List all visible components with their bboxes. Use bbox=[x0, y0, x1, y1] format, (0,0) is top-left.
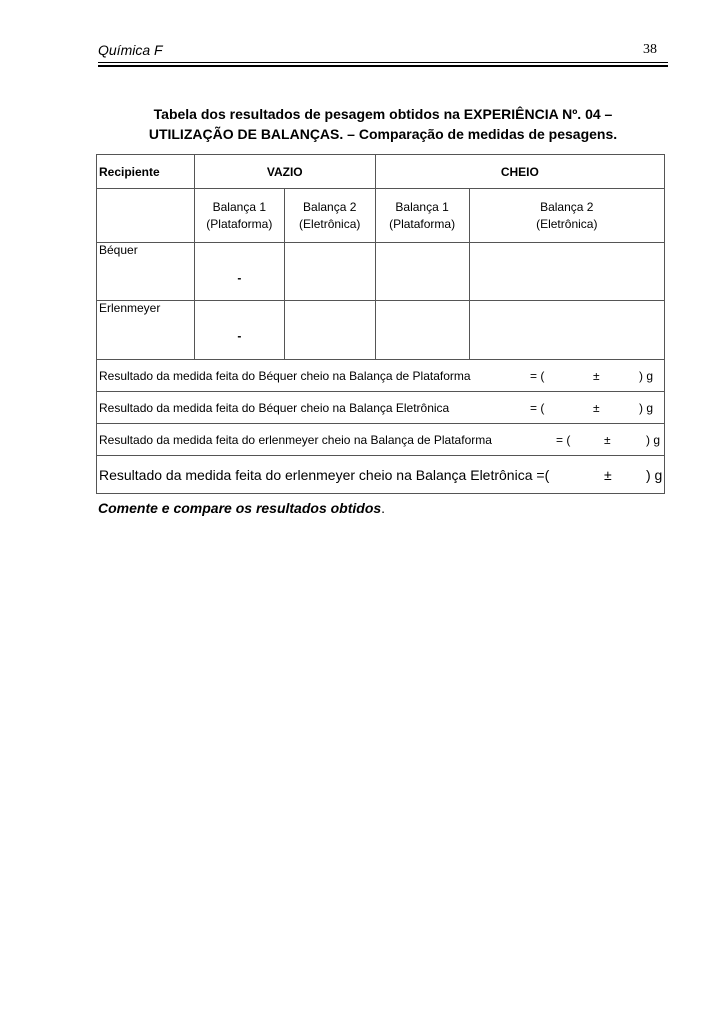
result-text: Resultado da medida feita do Béquer cheio na Balança de Plataforma bbox=[99, 368, 471, 383]
subheader-vazio-balanca1 bbox=[194, 189, 284, 243]
result-pm: ± bbox=[604, 466, 612, 483]
subheader-vazio-balanca2 bbox=[284, 189, 375, 243]
result-cell[interactable] bbox=[97, 456, 665, 494]
result-end: ) g bbox=[646, 466, 663, 483]
result-row bbox=[97, 360, 665, 392]
page-number: 38 bbox=[643, 42, 657, 57]
result-text: Resultado da medida feita do Béquer cheio na Balança Eletrônica bbox=[99, 400, 450, 415]
result-eq: = ( bbox=[530, 400, 545, 415]
caption-line-2: UTILIZAÇÃO DE BALANÇAS. – Comparação de medidas de pesagens. bbox=[148, 126, 618, 142]
results-table bbox=[96, 154, 665, 494]
header-recipiente: Recipiente bbox=[97, 155, 195, 189]
table-row-erlenmeyer bbox=[97, 301, 665, 360]
subheader-line: Balança 1 bbox=[395, 199, 449, 214]
result-end: ) g bbox=[639, 400, 654, 415]
subheader-line: (Eletrônica) bbox=[536, 216, 598, 231]
result-row bbox=[97, 424, 665, 456]
cell-vazio-b2[interactable] bbox=[284, 301, 375, 360]
result-text: Resultado da medida feita do erlenmeyer cheio na Balança de Plataforma bbox=[99, 432, 492, 447]
result-cell[interactable] bbox=[97, 360, 665, 392]
cell-cheio-b1[interactable] bbox=[375, 243, 469, 301]
cell-vazio-b2[interactable] bbox=[284, 243, 375, 301]
table-subheader-row bbox=[97, 189, 665, 243]
cell-cheio-b2[interactable] bbox=[469, 243, 664, 301]
header-rule-thick bbox=[98, 65, 668, 67]
subheader-line: (Plataforma) bbox=[389, 216, 456, 231]
subheader-cheio-balanca2 bbox=[469, 189, 664, 243]
row-label: Béquer bbox=[97, 243, 195, 301]
header-rule-thin bbox=[98, 62, 668, 63]
cell-cheio-b2[interactable] bbox=[469, 301, 664, 360]
subheader-empty bbox=[97, 189, 195, 243]
result-end: ) g bbox=[639, 368, 654, 383]
subheader-line: (Plataforma) bbox=[206, 216, 273, 231]
subheader-line: Balança 2 bbox=[303, 199, 357, 214]
result-eq: =( bbox=[536, 466, 550, 483]
comment-dot: . bbox=[381, 500, 386, 516]
subheader-line: Balança 1 bbox=[212, 199, 266, 214]
comment-text: Comente e compare os resultados obtidos bbox=[98, 500, 382, 516]
result-eq: = ( bbox=[530, 368, 545, 383]
header-vazio: VAZIO bbox=[194, 155, 375, 189]
table-row-bequer bbox=[97, 243, 665, 301]
result-row bbox=[97, 392, 665, 424]
result-pm: ± bbox=[604, 432, 611, 447]
result-end: ) g bbox=[646, 432, 661, 447]
header-cheio: CHEIO bbox=[375, 155, 664, 189]
result-row bbox=[97, 456, 665, 494]
result-cell[interactable] bbox=[97, 392, 665, 424]
cell-vazio-b1: - bbox=[194, 301, 284, 360]
result-pm: ± bbox=[593, 368, 600, 383]
result-text: Resultado da medida feita do erlenmeyer cheio na Balança Eletrônica bbox=[99, 466, 533, 483]
row-label: Erlenmeyer bbox=[97, 301, 195, 360]
subheader-line: Balança 2 bbox=[540, 199, 594, 214]
result-pm: ± bbox=[593, 400, 600, 415]
cell-cheio-b1[interactable] bbox=[375, 301, 469, 360]
subheader-cheio-balanca1 bbox=[375, 189, 469, 243]
result-eq: = ( bbox=[556, 432, 571, 447]
subheader-line: (Eletrônica) bbox=[299, 216, 361, 231]
comment-prompt bbox=[98, 500, 385, 516]
caption-line-1: Tabela dos resultados de pesagem obtidos na EXPERIÊNCIA Nº. 04 – bbox=[153, 106, 613, 122]
table-header-row bbox=[97, 155, 665, 189]
result-cell[interactable] bbox=[97, 424, 665, 456]
cell-vazio-b1: - bbox=[194, 243, 284, 301]
header-title: Química F bbox=[98, 42, 163, 58]
table-caption bbox=[98, 104, 668, 144]
